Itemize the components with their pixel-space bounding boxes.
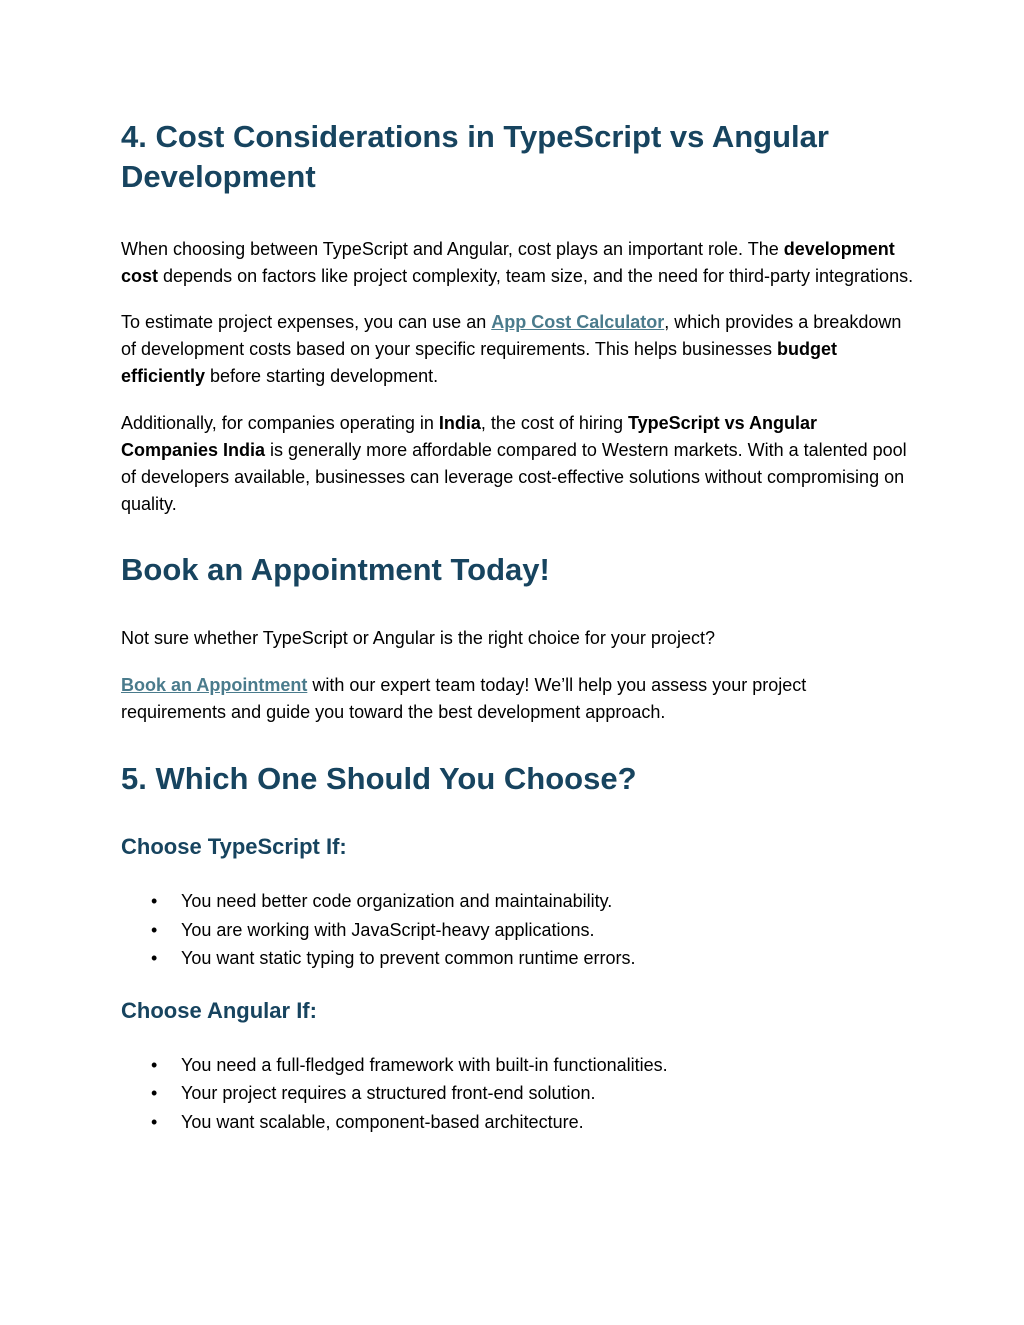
book-appointment-heading: Book an Appointment Today! <box>121 552 550 587</box>
choose-angular-heading: Choose Angular If: <box>121 997 317 1023</box>
list-item: • You want static typing to prevent common runtime errors. <box>121 944 914 973</box>
list-item: • You need better code organization and maintainability. <box>121 887 914 916</box>
book-paragraph-2: Book an Appointment with our expert team today! We’ll help you assess your project requirements and guide you toward the best development approach. <box>121 675 807 722</box>
app-cost-calculator-link[interactable]: App Cost Calculator <box>491 312 665 332</box>
cost-paragraph-1: When choosing between TypeScript and Angular, cost plays an important role. The development cost depends on factors like project complexity, team size, and the need for third-party integrations. <box>121 239 914 286</box>
choose-typescript-heading: Choose TypeScript If: <box>121 834 347 859</box>
book-appointment-link[interactable]: Book an Appointment <box>121 675 308 695</box>
development-cost-bold: development cost <box>121 239 895 286</box>
list-item: • You are working with JavaScript-heavy applications. <box>121 916 914 945</box>
companies-india-bold: TypeScript vs Angular Companies India <box>121 413 817 460</box>
list-item: • You want scalable, component-based architecture. <box>121 1108 914 1137</box>
typescript-reasons-list <box>121 887 914 973</box>
india-bold: India <box>438 413 481 433</box>
cost-considerations-heading: 4. Cost Considerations in TypeScript vs Angular Development <box>121 119 829 194</box>
list-item: • You need a full-fledged framework with built-in functionalities. <box>121 1051 914 1080</box>
angular-reasons-list <box>121 1051 914 1137</box>
list-item: • Your project requires a structured front-end solution. <box>121 1079 914 1108</box>
which-one-heading: 5. Which One Should You Choose? <box>121 761 637 796</box>
cost-paragraph-3: Additionally, for companies operating in India, the cost of hiring TypeScript vs Angular Companies India is generally more affordable compared to Western markets. With a talented pool of developers available, businesses can leverage cost-effective solutions without compromising on quality. <box>121 413 907 514</box>
cost-paragraph-2: To estimate project expenses, you can use an App Cost Calculator, which provides a breakdown of development costs based on your specific requirements. This helps businesses budget efficiently before starting development. <box>121 312 902 386</box>
book-paragraph-1: Not sure whether TypeScript or Angular is the right choice for your project? <box>121 628 715 648</box>
budget-efficiently-bold: budget efficiently <box>121 339 838 386</box>
